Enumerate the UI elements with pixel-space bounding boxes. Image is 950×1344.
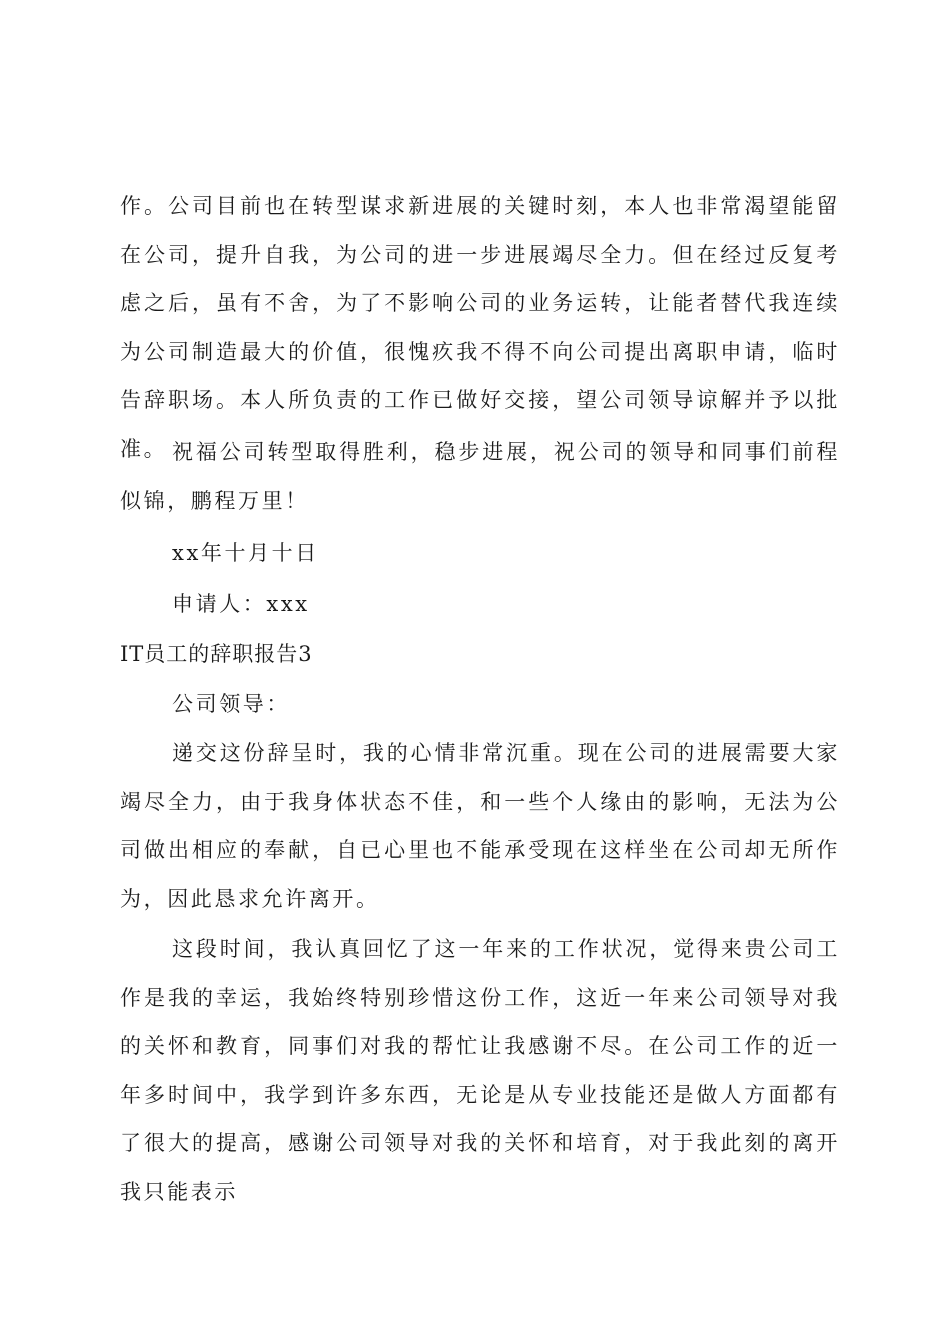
date-line: xx年十月十日 bbox=[172, 541, 319, 565]
applicant-line: 申请人：xxx bbox=[172, 592, 310, 616]
paragraph-blessing: 祝福公司转型取得胜利，稳步进展，祝公司的领导和同事们前程似锦，鹏程万里！ bbox=[120, 440, 840, 513]
paragraph-reflection: 这段时间，我认真回忆了这一年来的工作状况，觉得来贵公司工作是我的幸运，我始终特别珍惜这份工作，这近一年来公司领导对我的关怀和教育，同事们对我的帮忙让我感谢不尽。在公司工作的近一年多时间中，我学到许多东西，无论是从专业技能还是做人方面都有了很大的提高，感谢公司领导对我的关怀和培育，对于我此刻的离开我只能表示 bbox=[120, 937, 840, 1204]
section-title: IT员工的辞职报告3 bbox=[120, 642, 313, 666]
paragraph-submission: 递交这份辞呈时，我的心情非常沉重。现在公司的进展需要大家竭尽全力，由于我身体状态不佳，和一些个人缘由的影响，无法为公司做出相应的奉献，自已心里也不能承受现在这样坐在公司却无所作为，因此恳求允许离开。 bbox=[120, 741, 840, 911]
salutation: 公司领导： bbox=[172, 692, 290, 716]
paragraph-continuation: 作。公司目前也在转型谋求新进展的关键时刻，本人也非常渴望能留在公司，提升自我，为公司的进一步进展竭尽全力。但在经过反复考虑之后，虽有不舍，为了不影响公司的业务运转，让能者替代我连续为公司制造最大的价值，很愧疚我不得不向公司提出离职申请，临时告辞职场。本人所负责的工作已做好交接，望公司领导谅解并予以批准。 bbox=[120, 194, 840, 461]
